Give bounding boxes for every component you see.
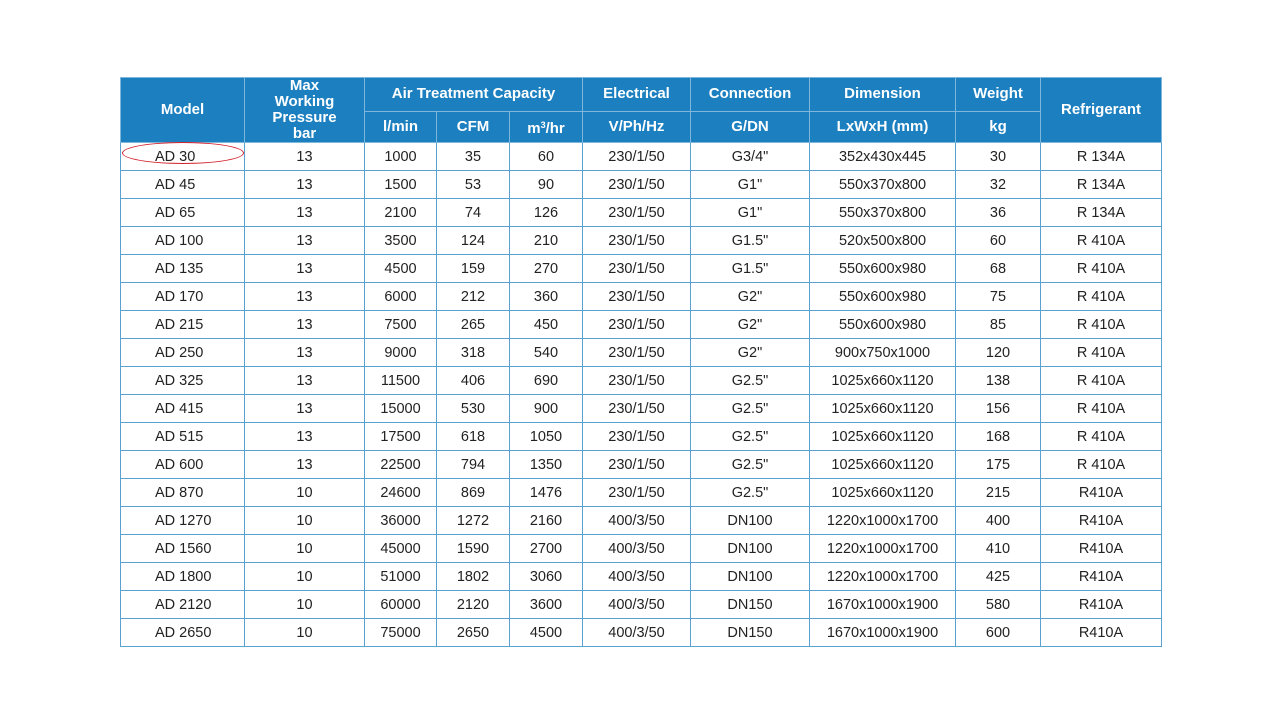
cell-pressure: 13 [245, 423, 365, 451]
cell-model: AD 170 [121, 283, 245, 311]
cell-m3hr: 690 [510, 367, 583, 395]
cell-dimension: 1670x1000x1900 [810, 591, 956, 619]
cell-lmin: 36000 [365, 507, 437, 535]
cell-m3hr: 210 [510, 227, 583, 255]
cell-electrical: 230/1/50 [583, 143, 691, 171]
cell-model: AD 1800 [121, 563, 245, 591]
cell-electrical: 400/3/50 [583, 591, 691, 619]
cell-weight: 580 [956, 591, 1041, 619]
cell-refrigerant: R 410A [1041, 283, 1162, 311]
cell-model: AD 600 [121, 451, 245, 479]
header-refrigerant: Refrigerant [1041, 78, 1162, 143]
cell-cfm: 2120 [437, 591, 510, 619]
cell-dimension: 1025x660x1120 [810, 479, 956, 507]
cell-weight: 400 [956, 507, 1041, 535]
cell-lmin: 11500 [365, 367, 437, 395]
table-body [121, 143, 1162, 647]
cell-dimension: 550x600x980 [810, 311, 956, 339]
cell-refrigerant: R 134A [1041, 143, 1162, 171]
header-lmin: l/min [365, 111, 437, 142]
cell-pressure: 13 [245, 143, 365, 171]
cell-pressure: 10 [245, 619, 365, 647]
table-row [121, 311, 1162, 339]
table-row [121, 451, 1162, 479]
cell-connection: G2.5" [691, 395, 810, 423]
header-m3hr [510, 111, 583, 142]
cell-refrigerant: R 410A [1041, 339, 1162, 367]
cell-model: AD 515 [121, 423, 245, 451]
cell-connection: G2.5" [691, 451, 810, 479]
cell-model: AD 325 [121, 367, 245, 395]
cell-electrical: 230/1/50 [583, 255, 691, 283]
cell-refrigerant: R 410A [1041, 227, 1162, 255]
cell-m3hr: 2700 [510, 535, 583, 563]
cell-cfm: 124 [437, 227, 510, 255]
cell-connection: DN100 [691, 507, 810, 535]
cell-model: AD 870 [121, 479, 245, 507]
cell-weight: 410 [956, 535, 1041, 563]
cell-refrigerant: R 134A [1041, 199, 1162, 227]
spec-table [120, 77, 1162, 647]
cell-lmin: 75000 [365, 619, 437, 647]
cell-lmin: 45000 [365, 535, 437, 563]
cell-dimension: 550x600x980 [810, 283, 956, 311]
cell-connection: G3/4" [691, 143, 810, 171]
cell-m3hr: 2160 [510, 507, 583, 535]
cell-model: AD 100 [121, 227, 245, 255]
cell-refrigerant: R410A [1041, 619, 1162, 647]
cell-m3hr: 900 [510, 395, 583, 423]
header-electrical: Electrical [583, 78, 691, 112]
cell-dimension: 1220x1000x1700 [810, 563, 956, 591]
cell-weight: 215 [956, 479, 1041, 507]
header-m3hr-sup: 3 [540, 119, 546, 130]
table-row [121, 619, 1162, 647]
table-row [121, 507, 1162, 535]
cell-lmin: 9000 [365, 339, 437, 367]
cell-model: AD 215 [121, 311, 245, 339]
cell-connection: DN100 [691, 563, 810, 591]
cell-model: AD 2650 [121, 619, 245, 647]
cell-electrical: 230/1/50 [583, 479, 691, 507]
cell-cfm: 159 [437, 255, 510, 283]
cell-electrical: 230/1/50 [583, 199, 691, 227]
cell-refrigerant: R410A [1041, 591, 1162, 619]
cell-connection: G1.5" [691, 227, 810, 255]
cell-lmin: 3500 [365, 227, 437, 255]
cell-connection: G1" [691, 171, 810, 199]
cell-cfm: 212 [437, 283, 510, 311]
cell-refrigerant: R 410A [1041, 311, 1162, 339]
cell-connection: G1" [691, 199, 810, 227]
cell-refrigerant: R 410A [1041, 451, 1162, 479]
cell-refrigerant: R410A [1041, 563, 1162, 591]
cell-lmin: 1500 [365, 171, 437, 199]
cell-dimension: 550x370x800 [810, 171, 956, 199]
cell-model: AD 1270 [121, 507, 245, 535]
cell-weight: 156 [956, 395, 1041, 423]
cell-cfm: 265 [437, 311, 510, 339]
cell-cfm: 53 [437, 171, 510, 199]
cell-connection: G2" [691, 283, 810, 311]
table-row [121, 143, 1162, 171]
cell-electrical: 230/1/50 [583, 367, 691, 395]
table-row [121, 563, 1162, 591]
cell-weight: 75 [956, 283, 1041, 311]
cell-lmin: 60000 [365, 591, 437, 619]
cell-electrical: 230/1/50 [583, 227, 691, 255]
header-pressure [245, 78, 365, 143]
cell-model: AD 250 [121, 339, 245, 367]
cell-weight: 85 [956, 311, 1041, 339]
cell-m3hr: 270 [510, 255, 583, 283]
table-row [121, 255, 1162, 283]
cell-lmin: 4500 [365, 255, 437, 283]
header-weight-sub: kg [956, 111, 1041, 142]
cell-weight: 175 [956, 451, 1041, 479]
table-row [121, 591, 1162, 619]
header-electrical-sub: V/Ph/Hz [583, 111, 691, 142]
cell-m3hr: 126 [510, 199, 583, 227]
table-row [121, 423, 1162, 451]
cell-lmin: 1000 [365, 143, 437, 171]
cell-lmin: 7500 [365, 311, 437, 339]
cell-connection: DN100 [691, 535, 810, 563]
cell-model: AD 135 [121, 255, 245, 283]
cell-electrical: 400/3/50 [583, 507, 691, 535]
cell-lmin: 2100 [365, 199, 437, 227]
cell-pressure: 10 [245, 507, 365, 535]
cell-connection: G2.5" [691, 367, 810, 395]
cell-model: AD 45 [121, 171, 245, 199]
cell-dimension: 550x600x980 [810, 255, 956, 283]
cell-pressure: 13 [245, 255, 365, 283]
cell-cfm: 618 [437, 423, 510, 451]
cell-dimension: 1220x1000x1700 [810, 507, 956, 535]
cell-model: AD 415 [121, 395, 245, 423]
cell-weight: 120 [956, 339, 1041, 367]
cell-cfm: 1802 [437, 563, 510, 591]
header-weight: Weight [956, 78, 1041, 112]
cell-electrical: 400/3/50 [583, 619, 691, 647]
header-pressure-label: Max Working Pressure bar [272, 77, 337, 142]
cell-pressure: 13 [245, 199, 365, 227]
cell-cfm: 35 [437, 143, 510, 171]
cell-pressure: 13 [245, 311, 365, 339]
cell-weight: 600 [956, 619, 1041, 647]
cell-m3hr: 360 [510, 283, 583, 311]
cell-weight: 68 [956, 255, 1041, 283]
cell-connection: DN150 [691, 619, 810, 647]
cell-weight: 32 [956, 171, 1041, 199]
cell-cfm: 406 [437, 367, 510, 395]
cell-electrical: 400/3/50 [583, 563, 691, 591]
cell-electrical: 230/1/50 [583, 171, 691, 199]
cell-dimension: 520x500x800 [810, 227, 956, 255]
header-capacity-group: Air Treatment Capacity [365, 78, 583, 112]
cell-model: AD 30 [121, 143, 245, 171]
cell-pressure: 13 [245, 227, 365, 255]
cell-dimension: 550x370x800 [810, 199, 956, 227]
cell-m3hr: 90 [510, 171, 583, 199]
cell-electrical: 230/1/50 [583, 339, 691, 367]
cell-cfm: 74 [437, 199, 510, 227]
cell-weight: 30 [956, 143, 1041, 171]
cell-connection: G1.5" [691, 255, 810, 283]
table-row [121, 283, 1162, 311]
cell-pressure: 13 [245, 339, 365, 367]
cell-refrigerant: R 410A [1041, 395, 1162, 423]
cell-cfm: 1590 [437, 535, 510, 563]
cell-connection: DN150 [691, 591, 810, 619]
cell-m3hr: 540 [510, 339, 583, 367]
cell-pressure: 13 [245, 451, 365, 479]
cell-refrigerant: R410A [1041, 535, 1162, 563]
cell-dimension: 1220x1000x1700 [810, 535, 956, 563]
cell-dimension: 1025x660x1120 [810, 367, 956, 395]
cell-weight: 168 [956, 423, 1041, 451]
cell-lmin: 6000 [365, 283, 437, 311]
cell-pressure: 10 [245, 591, 365, 619]
table-row [121, 171, 1162, 199]
cell-electrical: 230/1/50 [583, 395, 691, 423]
cell-cfm: 2650 [437, 619, 510, 647]
cell-dimension: 900x750x1000 [810, 339, 956, 367]
cell-electrical: 230/1/50 [583, 311, 691, 339]
cell-refrigerant: R 134A [1041, 171, 1162, 199]
table-row [121, 395, 1162, 423]
cell-lmin: 15000 [365, 395, 437, 423]
cell-pressure: 10 [245, 535, 365, 563]
cell-electrical: 230/1/50 [583, 283, 691, 311]
cell-weight: 425 [956, 563, 1041, 591]
header-connection: Connection [691, 78, 810, 112]
cell-pressure: 10 [245, 479, 365, 507]
cell-m3hr: 1350 [510, 451, 583, 479]
cell-electrical: 230/1/50 [583, 423, 691, 451]
cell-cfm: 530 [437, 395, 510, 423]
cell-refrigerant: R410A [1041, 479, 1162, 507]
cell-cfm: 1272 [437, 507, 510, 535]
cell-m3hr: 450 [510, 311, 583, 339]
cell-connection: G2.5" [691, 423, 810, 451]
cell-cfm: 794 [437, 451, 510, 479]
cell-weight: 138 [956, 367, 1041, 395]
cell-cfm: 318 [437, 339, 510, 367]
header-cfm: CFM [437, 111, 510, 142]
cell-connection: G2" [691, 339, 810, 367]
cell-pressure: 10 [245, 563, 365, 591]
cell-lmin: 24600 [365, 479, 437, 507]
table-row [121, 199, 1162, 227]
header-m3hr-suffix: /hr [545, 119, 565, 137]
cell-lmin: 22500 [365, 451, 437, 479]
cell-dimension: 352x430x445 [810, 143, 956, 171]
cell-pressure: 13 [245, 283, 365, 311]
cell-weight: 36 [956, 199, 1041, 227]
cell-model: AD 65 [121, 199, 245, 227]
cell-dimension: 1670x1000x1900 [810, 619, 956, 647]
cell-dimension: 1025x660x1120 [810, 395, 956, 423]
header-connection-sub: G/DN [691, 111, 810, 142]
cell-m3hr: 4500 [510, 619, 583, 647]
cell-m3hr: 1476 [510, 479, 583, 507]
cell-lmin: 17500 [365, 423, 437, 451]
table-row [121, 339, 1162, 367]
cell-dimension: 1025x660x1120 [810, 451, 956, 479]
table-row [121, 367, 1162, 395]
header-dimension: Dimension [810, 78, 956, 112]
cell-m3hr: 1050 [510, 423, 583, 451]
cell-model: AD 1560 [121, 535, 245, 563]
cell-refrigerant: R 410A [1041, 423, 1162, 451]
table-row [121, 227, 1162, 255]
cell-electrical: 400/3/50 [583, 535, 691, 563]
cell-weight: 60 [956, 227, 1041, 255]
cell-pressure: 13 [245, 171, 365, 199]
cell-pressure: 13 [245, 367, 365, 395]
table-row [121, 479, 1162, 507]
table-row [121, 535, 1162, 563]
cell-pressure: 13 [245, 395, 365, 423]
cell-refrigerant: R 410A [1041, 255, 1162, 283]
cell-m3hr: 3600 [510, 591, 583, 619]
cell-lmin: 51000 [365, 563, 437, 591]
cell-m3hr: 3060 [510, 563, 583, 591]
header-dimension-sub: LxWxH (mm) [810, 111, 956, 142]
cell-refrigerant: R 410A [1041, 367, 1162, 395]
cell-cfm: 869 [437, 479, 510, 507]
cell-connection: G2.5" [691, 479, 810, 507]
cell-connection: G2" [691, 311, 810, 339]
cell-model: AD 2120 [121, 591, 245, 619]
header-m3hr-unit: m [527, 119, 541, 137]
cell-electrical: 230/1/50 [583, 451, 691, 479]
cell-m3hr: 60 [510, 143, 583, 171]
cell-dimension: 1025x660x1120 [810, 423, 956, 451]
cell-refrigerant: R410A [1041, 507, 1162, 535]
header-model: Model [121, 78, 245, 143]
